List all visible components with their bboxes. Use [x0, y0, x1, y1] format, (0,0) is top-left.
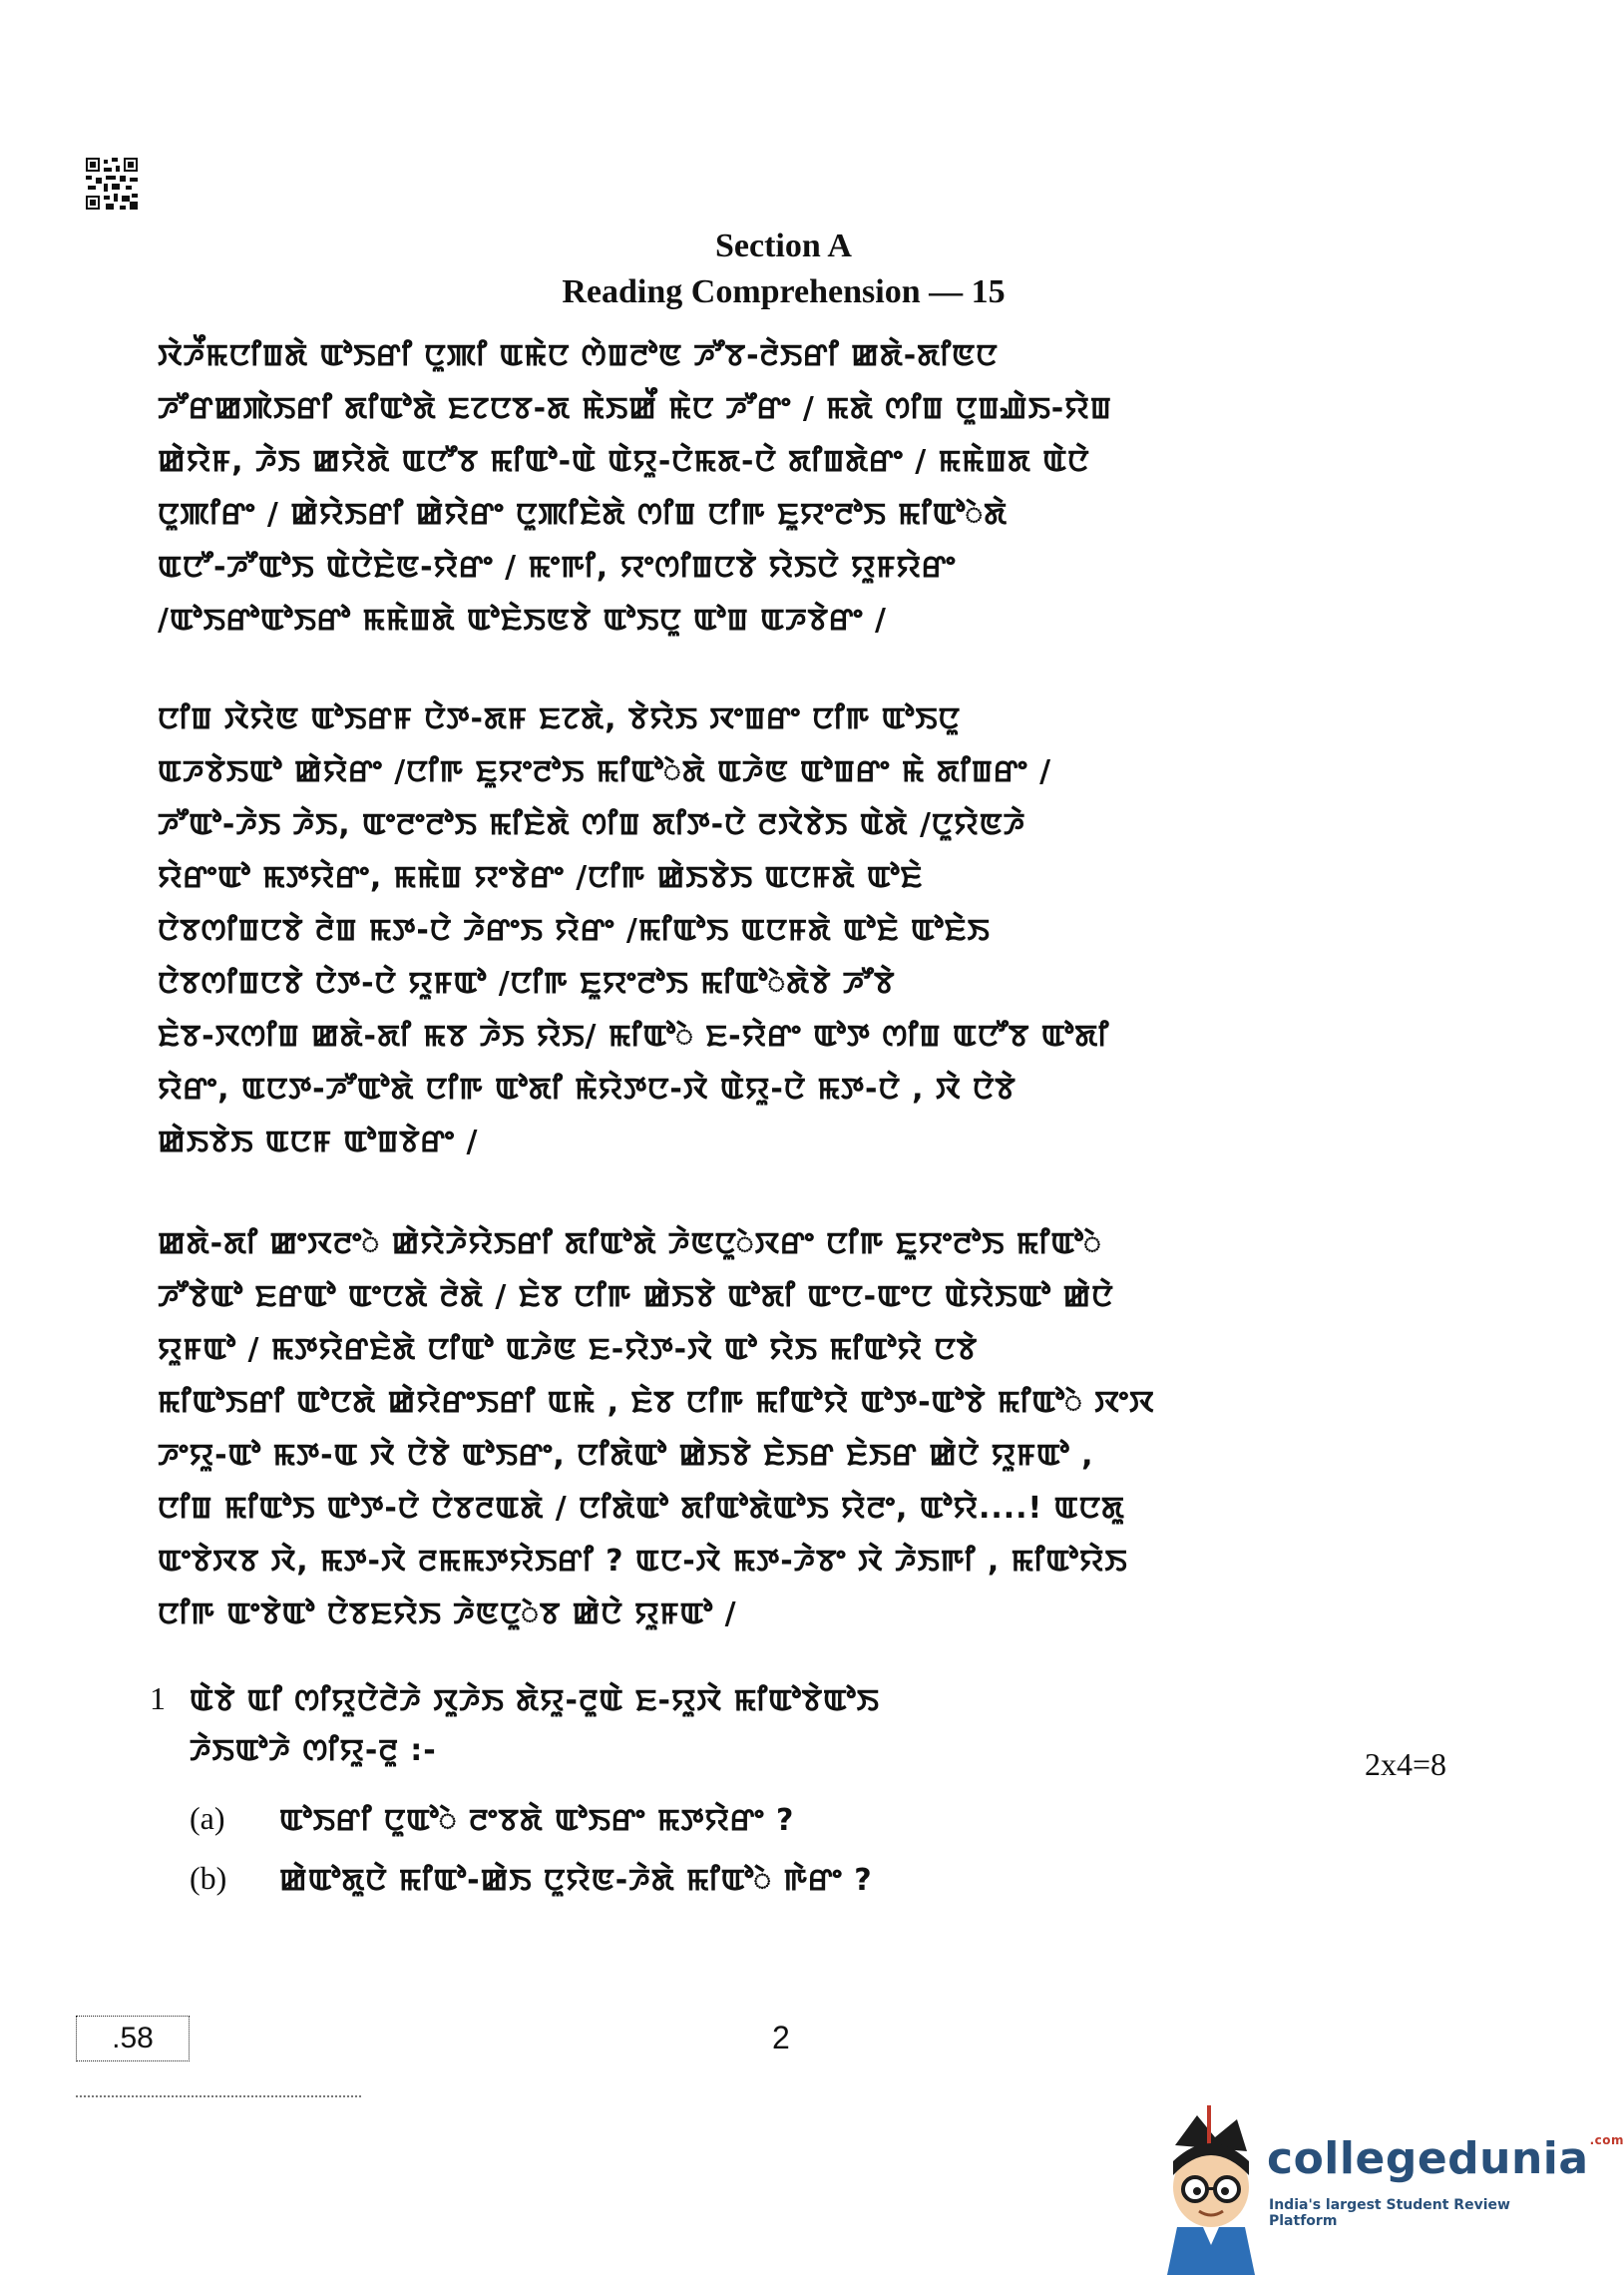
section-subtitle: Reading Comprehension — 15 — [562, 273, 1006, 310]
question-marks: 2x4=8 — [1364, 1746, 1446, 1782]
passage-paragraph-2 — [158, 692, 1454, 1168]
brand-name-text: collegedunia — [1267, 2133, 1589, 2184]
question-number: 1 — [150, 1680, 166, 1716]
question-stem: ꯑꯥꯕꯥ ꯑꯤ ꯁꯤꯌꯨꯅꯥꯂꯥꯍꯥ ꯋꯨꯍꯥꯏ ꯗꯥꯌꯨ-ꯂꯨꯑꯥ ꯐ-ꯌꯨꯋꯥ ꯃꯤꯑꯣꯕꯥꯑꯣꯏ ꯍꯥꯏꯑꯣꯍꯥ ꯁꯤꯌꯨ-ꯂꯨ :- — [190, 1683, 880, 1768]
sub-question-b-text: ꯀꯥꯑꯣꯗꯨꯅꯥ ꯃꯤꯑꯣ-ꯀꯥꯏ ꯅꯨꯌꯥꯟ-ꯍꯥꯗꯥ ꯃꯤꯑꯣꯥ ꯒꯥꯔꯦ ? — [279, 1863, 873, 1898]
page-number: 2 — [772, 2020, 790, 2055]
sub-question-a-text: ꯑꯣꯏꯔꯤ ꯅꯨꯑꯣꯥ ꯂꯦꯕꯗꯥ ꯑꯣꯏꯔꯦ ꯃꯇꯌꯥꯔꯦ ? — [279, 1803, 795, 1838]
sub-question-b-label: (b) — [190, 1860, 227, 1896]
section-heading — [0, 224, 1567, 315]
sub-question-a — [190, 1796, 1287, 1846]
sub-question-a-label: (a) — [190, 1800, 225, 1836]
section-title: Section A — [715, 228, 852, 264]
passage-paragraph-1 — [158, 329, 1454, 647]
passage-paragraph-3 — [158, 1217, 1454, 1640]
brand-tagline: India's largest Student Review Platform — [1269, 2197, 1510, 2229]
sub-question-b — [190, 1856, 1287, 1906]
mascot-icon — [1157, 2105, 1267, 2275]
paragraph-3-text: ꯀꯗꯥ-ꯗꯤ ꯀꯦꯋꯂꯦꯥ ꯀꯥꯌꯥꯍꯥꯌꯥꯏꯔꯤ ꯗꯤꯑꯣꯗꯥ ꯍꯥꯟꯅꯨꯥꯋꯔꯦ ꯅꯤꯒ ꯐꯨꯌꯦꯂꯣꯏ ꯃꯤꯑꯣꯥ ꯍꯧꯕꯥꯑꯣ ꯐꯔꯑꯣ ꯑꯦꯅꯗꯥ ꯂꯥꯗꯥ / ꯐꯥꯕ ꯅꯤꯒ ꯀꯥꯏꯕꯥ ꯑꯣꯗꯤ ꯑꯦꯅ-ꯑꯦꯅ ꯑꯥꯌꯥꯏꯑꯣ ꯀꯥꯅꯥ ꯌꯨꯝꯑꯣ / ꯃꯇꯌꯥꯔꯐꯥꯗꯥ ꯅꯤꯑꯣ ꯑꯍꯥꯟ ꯐ-ꯌꯥꯇ-ꯋꯥ ꯑꯣ ꯌꯥꯏ ꯃꯤꯑꯣꯌꯥ ꯅꯕꯥ ꯃꯤꯑꯣꯏꯔꯤ ꯑꯣꯅꯗꯥ ꯀꯥꯌꯥꯔꯦꯏꯔꯤ ꯑꯃꯥ , ꯐꯥꯕ ꯅꯤꯒ ꯃꯤꯑꯣꯌꯥ ꯑꯣꯇ-ꯑꯣꯕꯥ ꯃꯤꯑꯣꯥ ꯋꯦꯋ ꯍꯦꯌꯨ-ꯑꯣ ꯃꯇ-ꯑ ꯋꯥ ꯅꯥꯕꯥ ꯑꯣꯏꯔꯦ, ꯅꯤꯗꯥꯑꯣ ꯀꯥꯏꯕꯥ ꯐꯥꯏꯔ ꯐꯥꯏꯔ ꯀꯥꯅꯥ ꯌꯨꯝꯑꯣ , ꯅꯤꯡ ꯃꯤꯑꯣꯏ ꯑꯣꯇ-ꯅꯥ ꯅꯥꯕꯂꯑꯗꯥ / ꯅꯤꯗꯥꯑꯣ ꯗꯤꯑꯣꯗꯥꯑꯣꯏ ꯌꯥꯂꯦ, ꯑꯣꯌꯥ....! ꯑꯅꯗꯨ ꯑꯦꯕꯥꯋꯕ ꯋꯥ, ꯃꯇ-ꯋꯥ ꯂꯃꯃꯇꯌꯥꯏꯔꯤ ? ꯑꯅ-ꯋꯥ ꯃꯇ-ꯍꯥꯕꯦ ꯋꯥ ꯍꯥꯏꯒꯤ , ꯃꯤꯑꯣꯌꯥꯏ ꯅꯤꯒ ꯑꯦꯕꯥꯑꯣ ꯅꯥꯕꯐꯌꯥꯏ ꯍꯥꯟꯅꯨꯥꯕ ꯀꯥꯅꯥ ꯌꯨꯝꯑꯣ / — [158, 1226, 1155, 1631]
paragraph-2-text: ꯅꯤꯡ ꯋꯥꯌꯥꯟ ꯑꯣꯏꯔꯝ ꯅꯥꯇ-ꯗꯝ ꯐꯖꯗꯥ, ꯕꯥꯌꯥꯏ ꯋꯦꯡꯔꯦ ꯅꯤꯒ ꯑꯣꯏꯅꯨ ꯑꯍꯕꯥꯏꯑꯣ ꯀꯥꯌꯥꯔꯦ /ꯅꯤꯒ ꯐꯨꯌꯦꯂꯣꯏ ꯃꯤꯑꯣꯥꯗꯥ ꯑꯍꯥꯟ ꯑꯣꯡꯔꯦ ꯃꯥ ꯗꯤꯡꯔꯦ / ꯍꯧꯑꯣ-ꯍꯥꯏ ꯍꯥꯏ, ꯑꯦꯂꯦꯂꯣꯏ ꯃꯤꯐꯥꯗꯥ ꯁꯤꯡ ꯗꯤꯇ-ꯅꯥ ꯂꯋꯥꯕꯥꯏ ꯑꯥꯗꯥ /ꯅꯨꯌꯥꯟꯍꯥ ꯌꯥꯔꯦꯑꯣ ꯃꯇꯌꯥꯔꯦ, ꯃꯃꯥꯡ ꯌꯦꯕꯥꯔꯦ /ꯅꯤꯒ ꯀꯥꯏꯕꯥꯏ ꯑꯅꯝꯗꯥ ꯑꯣꯐꯥ ꯅꯥꯕꯁꯤꯡꯅꯕꯥ ꯂꯥꯡ ꯃꯇ-ꯅꯥ ꯍꯥꯔꯦꯏ ꯌꯥꯔꯦ /ꯃꯤꯑꯣꯏ ꯑꯅꯝꯗꯥ ꯑꯣꯐꯥ ꯑꯣꯐꯥꯏ ꯅꯥꯕꯁꯤꯡꯅꯕꯥ ꯅꯥꯇ-ꯅꯥ ꯌꯨꯝꯑꯣ /ꯅꯤꯒ ꯐꯨꯌꯦꯂꯣꯏ ꯃꯤꯑꯣꯥꯗꯥꯕꯥ ꯍꯧꯕꯥ ꯐꯥꯕ-ꯋꯁꯤꯡ ꯀꯗꯥ-ꯗꯤ ꯃꯕ ꯍꯥꯏ ꯌꯥꯏ/ ꯃꯤꯑꯣꯥ ꯐ-ꯌꯥꯔꯦ ꯑꯣꯇ ꯁꯤꯡ ꯑꯅꯧꯕ ꯑꯣꯗꯤ ꯌꯥꯔꯦ, ꯑꯅꯇ-ꯍꯧꯑꯣꯗꯥ ꯅꯤꯒ ꯑꯣꯗꯤ ꯃꯥꯌꯥꯇꯅ-ꯋꯥ ꯑꯥꯌꯨ-ꯅꯥ ꯃꯇ-ꯅꯥ , ꯋꯥ ꯅꯥꯕꯥ ꯀꯥꯏꯕꯥꯏ ꯑꯅꯝ ꯑꯣꯡꯕꯥꯔꯦ / — [158, 701, 1110, 1159]
paper-code-box: .58 — [76, 2016, 190, 2061]
brand-name — [1267, 2133, 1624, 2184]
qr-code-icon — [86, 158, 138, 210]
dotted-divider — [76, 2095, 361, 2097]
brand-suffix: .com — [1589, 2133, 1624, 2147]
paragraph-1-text: ꯋꯥꯍꯩꯃꯅꯤꯡꯗꯥ ꯑꯣꯏꯔꯤ ꯅꯨꯄꯤ ꯑꯃꯥꯅ ꯁꯥꯡꯂꯣꯟ ꯍꯧꯕ-ꯂꯥꯏꯔꯤ ꯀꯗꯥ-ꯗꯤꯟꯅ ꯍꯧꯔꯀꯄꯥꯏꯔꯤ ꯗꯤꯑꯣꯗꯥ ꯐꯖꯅꯕ-ꯗ ꯃꯥꯏꯀꯩ ꯃꯥꯅ ꯍꯧꯔꯦ / ꯃꯗꯥ ꯁꯤꯡ ꯅꯨꯡꯉꯥꯏ-ꯌꯥꯡ ꯀꯥꯌꯥꯝ, ꯍꯥꯏ ꯀꯌꯥꯗꯥ ꯑꯅꯧꯕ ꯃꯤꯑꯣ-ꯑꯥ ꯑꯥꯌꯨ-ꯅꯥꯃꯗ-ꯅꯥ ꯗꯤꯡꯗꯥꯔꯦ / ꯃꯃꯥꯡꯗ ꯑꯥꯅꯥ ꯅꯨꯄꯤꯔꯦ / ꯀꯥꯌꯥꯏꯔꯤ ꯀꯥꯌꯥꯔꯦ ꯅꯨꯄꯤꯐꯥꯗꯥ ꯁꯤꯡ ꯅꯤꯒ ꯐꯨꯌꯦꯂꯣꯏ ꯃꯤꯑꯣꯥꯗꯥ ꯑꯅꯧ-ꯍꯧꯑꯣꯏ ꯑꯥꯅꯥꯐꯥꯟ-ꯌꯥꯔꯦ / ꯃꯦꯒꯤ, ꯌꯦꯁꯤꯡꯅꯕꯥ ꯌꯥꯏꯅꯥ ꯌꯨꯝꯌꯥꯔꯦ /ꯑꯣꯏꯔꯣꯑꯣꯏꯔꯣ ꯃꯃꯥꯡꯗꯥ ꯑꯣꯐꯥꯏꯟꯕꯥ ꯑꯣꯏꯅꯨ ꯑꯣꯡ ꯑꯍꯕꯥꯔꯦ / — [158, 338, 1112, 638]
brand-logo — [1157, 2105, 1624, 2275]
